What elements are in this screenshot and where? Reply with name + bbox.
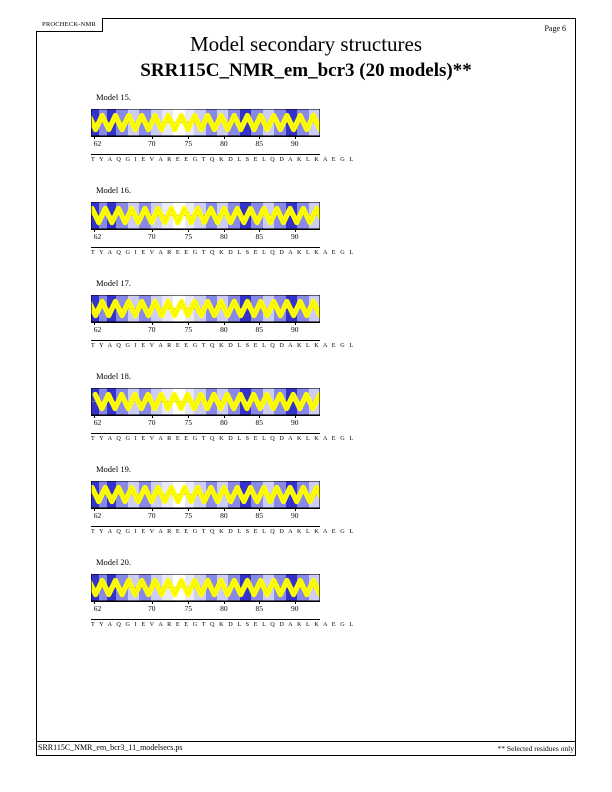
model-label: Model 17. [96,278,131,288]
model-block [0,557,612,650]
axis-line [91,229,320,230]
axis-tick-label: 75 [184,139,193,148]
secondary-structure-plot [91,109,320,136]
residue-axis [91,136,320,150]
model-block [0,92,612,185]
axis-tick-label: 62 [93,139,102,148]
residue-sequence: T Y A Q G I E V A R E E G T Q K D L S E L Q D A K L K A E G L [91,249,355,256]
model-block [0,371,612,464]
axis-tick-label: 90 [291,604,299,613]
footer-note: ** Selected residues only [497,744,574,753]
axis-tick-label: 70 [147,139,156,148]
residue-axis [91,229,320,243]
axis-tick-label: 62 [93,604,102,613]
sequence-divider [91,247,320,248]
page-number: Page 6 [544,24,566,33]
secondary-structure-plot [91,574,320,601]
axis-tick-label: 85 [255,325,264,334]
residue-sequence: T Y A Q G I E V A R E E G T Q K D L S E L Q D A K L K A E G L [91,342,355,349]
page-title: Model secondary structures [189,32,423,56]
axis-tick-label: 80 [220,418,228,427]
residue-sequence: T Y A Q G I E V A R E E G T Q K D L S E L Q D A K L K A E G L [91,621,355,628]
model-block [0,278,612,371]
axis-line [91,322,320,323]
model-label: Model 19. [96,464,131,474]
residue-sequence: T Y A Q G I E V A R E E G T Q K D L S E L Q D A K L K A E G L [91,156,355,163]
model-block [0,185,612,278]
secondary-structure-plot [91,388,320,415]
axis-tick-label: 90 [291,511,299,520]
sequence-divider [91,433,320,434]
sequence-divider [91,619,320,620]
secondary-structure-plot [91,295,320,322]
axis-tick-label: 90 [291,232,299,241]
axis-tick-label: 75 [184,325,193,334]
residue-axis [91,508,320,522]
axis-tick-label: 80 [220,604,228,613]
secondary-structure-plot [91,481,320,508]
model-label: Model 18. [96,371,131,381]
axis-tick-label: 62 [93,511,102,520]
footer-divider [36,741,576,742]
axis-tick-label: 62 [93,232,102,241]
axis-tick-label: 75 [184,232,193,241]
secondary-structure-plot [91,202,320,229]
residue-axis [91,322,320,336]
model-list [0,92,612,650]
axis-line [91,508,320,509]
axis-tick-label: 90 [291,418,299,427]
axis-tick-label: 85 [255,604,264,613]
residue-axis [91,415,320,429]
residue-sequence: T Y A Q G I E V A R E E G T Q K D L S E L Q D A K L K A E G L [91,528,355,535]
axis-tick-label: 85 [255,418,264,427]
axis-tick-label: 85 [255,511,264,520]
axis-tick-label: 75 [184,604,193,613]
residue-axis [91,601,320,615]
axis-tick-label: 85 [255,232,264,241]
axis-tick-label: 80 [220,232,228,241]
axis-line [91,601,320,602]
axis-tick-label: 62 [93,325,102,334]
footer-filename: SRR115C_NMR_em_bcr3_11_modelsecs.ps [38,743,183,752]
axis-tick-label: 70 [147,418,156,427]
axis-tick-label: 80 [220,511,228,520]
sequence-divider [91,526,320,527]
axis-tick-label: 70 [147,604,156,613]
axis-tick-label: 70 [147,325,156,334]
axis-tick-label: 80 [220,325,228,334]
axis-tick-label: 80 [220,139,228,148]
model-label: Model 20. [96,557,131,567]
sequence-divider [91,340,320,341]
model-label: Model 16. [96,185,131,195]
axis-line [91,136,320,137]
axis-tick-label: 75 [184,511,193,520]
axis-tick-label: 75 [184,418,193,427]
header-program-tab: PROCHECK-NMR [36,18,103,32]
model-label: Model 15. [96,92,131,102]
axis-tick-label: 70 [147,511,156,520]
axis-tick-label: 90 [291,325,299,334]
axis-tick-label: 62 [93,418,102,427]
axis-line [91,415,320,416]
page-subtitle: SRR115C_NMR_em_bcr3 (20 models)** [140,60,472,81]
residue-sequence: T Y A Q G I E V A R E E G T Q K D L S E L Q D A K L K A E G L [91,435,355,442]
axis-tick-label: 85 [255,139,264,148]
model-block [0,464,612,557]
axis-tick-label: 90 [291,139,299,148]
sequence-divider [91,154,320,155]
axis-tick-label: 70 [147,232,156,241]
